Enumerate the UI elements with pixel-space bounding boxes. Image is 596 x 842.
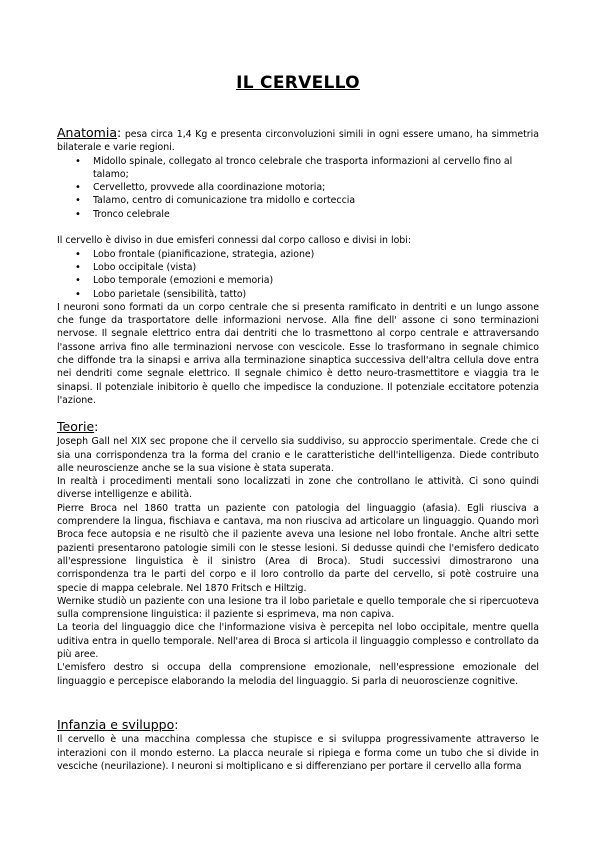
anatomia-parts-list [57,155,539,221]
section-teorie [57,420,539,688]
anatomia-intro-line1: pesa circa 1,4 Kg e presenta circonvoluzioni simili in ogni essere umano, ha simmetria [124,129,540,140]
document-title: IL CERVELLO [236,73,360,93]
paragraph: Joseph Gall nel XIX sec propone che il cervello sia suddiviso, su approccio sperimentale. Crede che ci sia una corrispondenza tra la forma del cranio e le caratteristiche dell'intelligenza. Diede contributo alle neuroscienze anche se la sua visione è stata superata. [57,436,539,474]
anatomia-intro [57,126,539,141]
neuroni-paragraph: I neuroni sono formati da un corpo centrale che si presenta ramificato in dentriti e un lungo assone che funge da trasportatore delle informazioni nervose. Alla fine dell' assone ci sono terminazioni nervose. Il segnale elettrico entra dai dentriti che lo trasmettono al corpo centrale e attraversando l'assone arriva fino alle terminazioni nervose con vescicole. Esse lo trasformano in segnale chimico che diffonde tra la sinapsi e arriva alla terminazione sinaptica successiva dell'altra cellula dove entra nei dendriti come segnale elettrico. Il segnale chimico è detto neuro-trasmettitore e viaggia tra le sinapsi. Il potenziale inibitorio è quello che impedisce la conduzione. Il potenziale eccitatore potenzia l'azione. [57,301,539,406]
paragraph: Il cervello è una macchina complessa che stupisce e si sviluppa progressivamente attraverso le interazioni con il mondo esterno. La placca neurale si ripiega e forma come un tubo che si divide in vesciche (neurilazione). I neuroni si moltiplicano e si differenziano per portare il cervello alla forma [57,734,539,772]
section-infanzia [57,718,539,773]
paragraph: La teoria del linguaggio dice che l'informazione visiva è percepita nel lobo occipitale, mentre quella uditiva entra in quello temporale. Nell'area di Broca si articola il linguaggio complesso e controllato da più aree. [57,622,539,661]
list-item: • Lobo occipitale (vista) [93,261,539,274]
list-item: • Talamo, centro di comunicazione tra midollo e corteccia [93,194,539,207]
section-anatomia [57,126,539,407]
anatomia-intro-line2: bilaterale e varie regioni. [57,142,175,154]
section-heading-infanzia: Infanzia e sviluppo [57,717,175,732]
section-heading-anatomia: Anatomia [57,125,117,140]
paragraph: L'emisfero destro si occupa della comprensione emozionale, nell'espressione emozionale del linguaggio e percepisce elaborando la melodia del linguaggio. Si parla di neuoroscienze cognitive. [57,662,539,687]
list-item: • Cervelletto, provvede alla coordinazione motoria; [93,181,539,194]
paragraph: In realtà i procedimenti mentali sono localizzati in zone che controllano le attività. Ci sono quindi diverse intelligenze e abilità. [57,476,539,501]
paragraph: Pierre Broca nel 1860 tratta un paziente con patologia del linguaggio (afasia). Egli riusciva a comprendere la lingua, fischiava e cantava, ma non riusciva ad articolare un linguaggio. Quando morì Broca fece autopsia e ne risultò che il paziente aveva una lesione nel lobo frontale. Anche altri sette pazienti presentarono patologie simili con le stesse lesioni. Si dedusse quindi che l'emisfero dedicato all'espressione linguistica è il sinistro (Area di Broca). Studi successivi dimostrarono una corrispondenza tra le parti del corpo e il loro controllo da parte del cervello, si potè costruire una specie di mappa celebrale. Nel 1870 Fritsch e Hiltzig. [57,502,539,594]
paragraph: Wernike studiò un paziente con una lesione tra il lobo parietale e quello temporale che si ripercuoteva sulla comprensione linguistica: il paziente si esprimeva, ma non capiva. [57,595,539,621]
list-item: • Lobo temporale (emozioni e memoria) [93,274,539,287]
list-item: • Midollo spinale, collegato al tronco celebrale che trasporta informazioni al cervello fino al talamo; [93,155,539,182]
lobi-intro: Il cervello è diviso in due emisferi connessi dal corpo calloso e divisi in lobi: [57,235,412,247]
heading-colon: : [94,419,99,434]
heading-colon: : [174,717,179,732]
section-heading-teorie: Teorie [57,419,95,434]
list-item: • Lobo parietale (sensibilità, tatto) [93,288,539,301]
heading-colon: : [117,125,122,140]
lobi-list [57,248,539,301]
list-item: • Tronco celebrale [93,208,539,221]
list-item: • Lobo frontale (pianificazione, strategia, azione) [93,248,539,261]
